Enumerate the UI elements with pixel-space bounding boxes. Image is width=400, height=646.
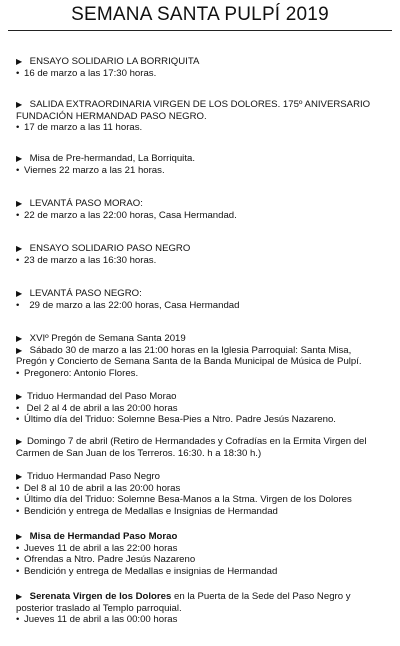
- event-serenata: [16, 591, 384, 626]
- event-levanta-paso-negro: [16, 288, 384, 311]
- event-detail: 23 de marzo a las 16:30 horas.: [24, 254, 157, 266]
- bullet-icon: •: [16, 254, 20, 266]
- event-heading: Triduo Hermandad Paso Negro: [27, 471, 160, 482]
- event-heading: Serenata Virgen de los Dolores: [29, 591, 172, 602]
- event-detail: Último día del Triduo: Solemne Besa-Pies a Ntro. Padre Jesús Nazareno.: [24, 414, 336, 426]
- event-detail-cont: Pregón y Concierto de Semana Santa de la Banda Municipal de Música de Pulpí.: [16, 356, 362, 368]
- event-heading: Domingo 7 de abril (Retiro de Hermandades y Cofradías en la Ermita Virgen del: [27, 436, 367, 447]
- bullet-icon: •: [16, 67, 20, 79]
- event-detail: Ofrendas a Ntro. Padre Jesús Nazareno: [24, 554, 196, 566]
- triangle-bullet-icon: ▶: [16, 154, 23, 163]
- bullet-icon: •: [16, 482, 20, 494]
- triangle-bullet-icon: ▶: [16, 244, 23, 253]
- triangle-bullet-icon: ▶: [16, 289, 23, 298]
- event-pregon: [16, 333, 384, 379]
- event-heading: LEVANTÁ PASO MORAO:: [29, 198, 143, 209]
- event-detail: Viernes 22 marzo a las 21 horas.: [24, 164, 165, 176]
- event-detail: 29 de marzo a las 22:00 horas, Casa Hermandad: [29, 299, 240, 311]
- event-heading: ENSAYO SOLIDARIO PASO NEGRO: [29, 243, 191, 254]
- event-misa-pre-hermandad: [16, 153, 384, 176]
- triangle-bullet-icon: ▶: [16, 437, 23, 446]
- triangle-bullet-icon: ▶: [16, 472, 23, 481]
- event-ensayo-borriquita: [16, 56, 384, 79]
- event-heading: Misa de Pre-hermandad, La Borriquita.: [29, 153, 195, 164]
- event-detail: 16 de marzo a las 17:30 horas.: [24, 67, 157, 79]
- event-ensayo-paso-negro: [16, 243, 384, 266]
- event-misa-hermandad-paso-morao: [16, 531, 384, 577]
- event-triduo-paso-negro: [16, 471, 384, 517]
- bullet-icon: •: [16, 402, 20, 414]
- event-detail: Jueves 11 de abril a las 22:00 horas: [24, 542, 178, 554]
- event-detail: Del 2 al 4 de abril a las 20:00 horas: [26, 402, 178, 414]
- event-detail: Bendición y entrega de Medallas e Insignias de Hermandad: [24, 505, 278, 517]
- event-triduo-paso-morao: [16, 391, 384, 426]
- event-domingo-retiro: [16, 436, 384, 459]
- triangle-bullet-icon: ▶: [16, 532, 23, 541]
- event-detail: Pregonero: Antonio Flores.: [24, 367, 139, 379]
- bullet-icon: •: [16, 299, 20, 311]
- triangle-bullet-icon: ▶: [16, 100, 23, 109]
- event-heading-cont: FUNDACIÓN HERMANDAD PASO NEGRO.: [16, 110, 207, 122]
- event-levanta-paso-morao: [16, 198, 384, 221]
- triangle-bullet-icon: ▶: [16, 345, 23, 355]
- bullet-icon: •: [16, 505, 20, 517]
- event-heading-cont: posterior traslado al Templo parroquial.: [16, 602, 182, 614]
- bullet-icon: •: [16, 414, 20, 426]
- event-detail: Sábado 30 de marzo a las 21:00 horas en la Iglesia Parroquial: Santa Misa,: [29, 344, 352, 356]
- bullet-icon: •: [16, 614, 20, 626]
- event-detail: Jueves 11 de abril a las 00:00 horas: [24, 614, 178, 626]
- event-detail: Bendición y entrega de Medallas e insignias de Hermandad: [24, 565, 278, 577]
- event-detail: 22 de marzo a las 22:00 horas, Casa Hermandad.: [24, 209, 237, 221]
- bullet-icon: •: [16, 494, 20, 506]
- bullet-icon: •: [16, 542, 20, 554]
- event-salida-extraordinaria: [16, 99, 384, 134]
- event-detail: 17 de marzo a las 11 horas.: [24, 122, 143, 134]
- event-heading-rest: en la Puerta de la Sede del Paso Negro y: [171, 591, 351, 602]
- event-heading: ENSAYO SOLIDARIO LA BORRIQUITA: [29, 56, 200, 67]
- event-heading: Triduo Hermandad del Paso Morao: [27, 391, 177, 402]
- triangle-bullet-icon: ▶: [16, 334, 23, 343]
- triangle-bullet-icon: ▶: [16, 57, 23, 66]
- triangle-bullet-icon: ▶: [16, 392, 23, 401]
- event-heading: XVIº Pregón de Semana Santa 2019: [29, 333, 186, 344]
- triangle-bullet-icon: ▶: [16, 199, 23, 208]
- title-underline: [8, 30, 392, 31]
- bullet-icon: •: [16, 554, 20, 566]
- event-detail: Del 8 al 10 de abril a las 20:00 horas: [24, 482, 181, 494]
- bullet-icon: •: [16, 122, 20, 134]
- event-heading: SALIDA EXTRAORDINARIA VIRGEN DE LOS DOLORES. 175º ANIVERSARIO: [29, 99, 371, 110]
- bullet-icon: •: [16, 164, 20, 176]
- event-heading: Misa de Hermandad Paso Morao: [29, 531, 178, 542]
- bullet-icon: •: [16, 565, 20, 577]
- event-heading: LEVANTÁ PASO NEGRO:: [29, 288, 142, 299]
- bullet-icon: •: [16, 209, 20, 221]
- event-heading-cont: Carmen de San Juan de los Terreros. 16:30. h a 18:30 h.): [16, 447, 262, 459]
- bullet-icon: •: [16, 367, 20, 379]
- page-title: SEMANA SANTA PULPÍ 2019: [71, 4, 329, 25]
- triangle-bullet-icon: ▶: [16, 592, 23, 601]
- event-detail: Último día del Triduo: Solemne Besa-Manos a la Stma. Virgen de los Dolores: [24, 494, 352, 506]
